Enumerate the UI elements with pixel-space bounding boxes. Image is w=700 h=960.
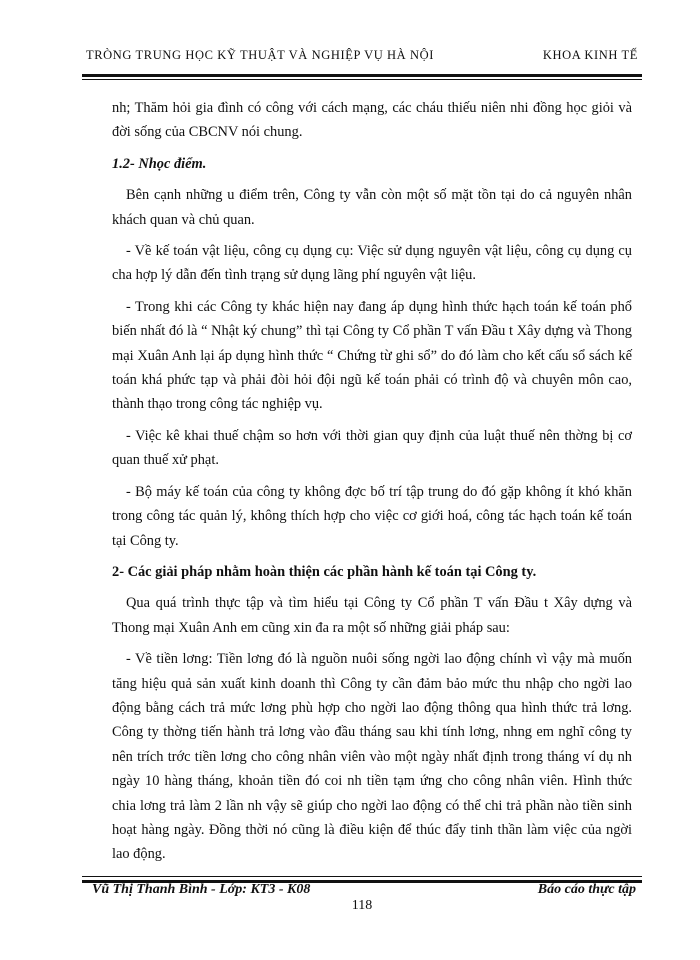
paragraph-tax: - Việc kê khai thuế chậm so hơn với thời gian quy định của luật thuế nên thờng bị cơ quan thuế xử phạt. [112, 427, 632, 469]
paragraph-accounting-form: - Trong khi các Công ty khác hiện nay đang áp dụng hình thức hạch toán kế toán phổ biến nhất đó là “ Nhật ký chung” thì tại Công ty Cổ phần T vấn Đầu t Xây dựng và Thong mại Xuân Anh lại áp dụng hình thức “ Chứng từ ghi sổ” do đó làm cho kết cấu sổ sách kế toán khá phức tạp và phải đòi hỏi đội ngũ kế toán phải có trình độ và chuyên môn cao, thành thạo trong công tác nghiệp vụ. [112, 298, 632, 413]
paragraph-salary: - Về tiền lơng: Tiền lơng đó là nguồn nuôi sống ngời lao động chính vì vậy mà muốn tăng hiệu quả sản xuất kinh doanh thì Công ty cần đảm bảo mức thu nhập cho ngời lao động bằng cách trả mức lơng phù hợp cho ngời lao động thông qua hình thức trả lơng. Công ty thờng tiến hành trả lơng vào đầu tháng sau khi tính lơng, nhng em nghĩ công ty nên trích trớc tiền lơng cho công nhân viên vào một ngày nhất định trong tháng ví dụ nh ngày 10 hàng tháng, khoản tiền đó coi nh tiền tạm ứng cho công nhân viên. Hình thức chia lơng trả làm 2 lần nh vậy sẽ giúp cho ngời lao động có thể chi trả phần nào tiền sinh hoạt hàng ngày. Đồng thời nó cũng là điều kiện để thúc đẩy tinh thần làm việc của ngời lao động. [112, 651, 632, 863]
header-rule-thin [82, 79, 642, 80]
footer-author: Vũ Thị Thanh Bình - Lớp: KT3 - K08 [92, 882, 311, 897]
body-text [112, 96, 632, 874]
paragraph-weaknesses-intro: Bên cạnh những u điểm trên, Công ty vẫn còn một số mặt tồn tại do cả nguyên nhân khách quan và chủ quan. [112, 187, 632, 228]
page-header [82, 40, 642, 76]
paragraph-intro: nh; Thăm hỏi gia đình có công với cách mạng, các cháu thiếu niên nhi đồng học giỏi và đời sống của CBCNV nói chung. [112, 100, 632, 141]
page-number: 118 [351, 898, 373, 913]
footer-report-title: Báo cáo thực tập [537, 882, 636, 897]
section-heading-solutions: 2- Các giải pháp nhằm hoàn thiện các phần hành kế toán tại Công ty. [112, 563, 537, 580]
section-heading-weaknesses: 1.2- Nhọc điểm. [112, 155, 207, 172]
header-school-name: TRÒNG TRUNG HỌC KỸ THUẬT VÀ NGHIỆP VỤ HÀ NỘI [86, 48, 435, 62]
paragraph-organization: - Bộ máy kế toán của công ty không đợc bố trí tập trung do đó gặp không ít khó khăn trong công tác quản lý, không thích hợp cho việc cơ giới hoá, công tác hạch toán kế toán tại Công ty. [112, 483, 632, 549]
paragraph-solutions-intro: Qua quá trình thực tập và tìm hiểu tại Công ty Cổ phần T vấn Đầu t Xây dựng và Thong mại Xuân Anh em cũng xin đa ra một số những giải pháp sau: [112, 595, 632, 636]
header-department: KHOA KINH TẾ [542, 48, 638, 62]
header-rule-thick [82, 74, 642, 77]
page-footer [82, 876, 642, 916]
paragraph-materials: - Về kế toán vật liệu, công cụ dụng cụ: Việc sử dụng nguyên vật liệu, công cụ dụng cụ cha hợp lý dẫn đến tình trạng sử dụng lãng phí nguyên vật liệu. [112, 243, 632, 284]
